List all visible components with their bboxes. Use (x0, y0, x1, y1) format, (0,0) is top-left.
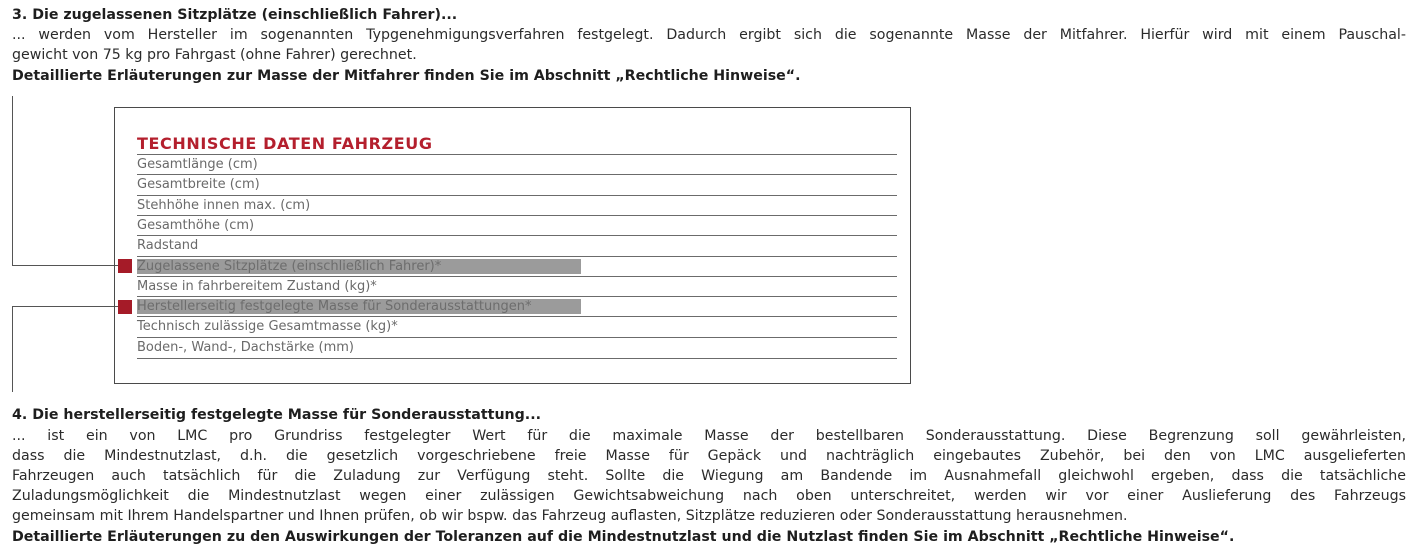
table-row (137, 154, 897, 175)
row-label: Masse in fahrbereitem Zustand (kg)* (137, 278, 377, 294)
section-3-body-line: gewicht von 75 kg pro Fahrgast (ohne Fahrer) gerechnet. (12, 47, 417, 63)
section-3-heading: 3. Die zugelassenen Sitzplätze (einschließlich Fahrer)... (12, 7, 458, 23)
row-label: Radstand (137, 238, 199, 254)
table-row-highlighted (137, 256, 897, 277)
row-label: Stehhöhe innen max. (cm) (137, 197, 311, 213)
section-4-body-line: Fahrzeugen auch tatsächlich für die Zuladung zur Verfügung steht. Sollte die Wiegung am Bandende im Ausnahmefall gleichwohl ergeben, dass die tatsächliche (12, 468, 1406, 484)
table-row (137, 195, 897, 216)
connector-line-top-vertical (12, 96, 13, 266)
section-3-note: Detaillierte Erläuterungen zur Masse der Mitfahrer finden Sie im Abschnitt „Rechtliche Hinweise“. (12, 68, 801, 84)
connector-line-bottom-vertical (12, 306, 13, 392)
row-label: Gesamtlänge (cm) (137, 157, 258, 172)
table-row (137, 337, 897, 359)
table-row (137, 174, 897, 195)
section-4-note: Detaillierte Erläuterungen zu den Auswirkungen der Toleranzen auf die Mindestnutzlast und die Nutzlast finden Sie im Abschnitt „Rechtliche Hinweise“. (12, 529, 1235, 545)
table-row (137, 276, 897, 297)
section-4-body-line: dass die Mindestnutzlast, d.h. die gesetzlich vorgeschriebene freie Masse für Gepäck und nachträglich eingebautes Zubehör, bei den von LMC ausgelieferten (12, 448, 1406, 464)
technical-data-title: TECHNISCHE DATEN FAHRZEUG (137, 134, 433, 153)
row-label: Herstellerseitig festgelegte Masse für Sonderausstattungen* (137, 299, 581, 314)
table-row (137, 235, 897, 256)
section-4-body-line: Zuladungsmöglichkeit die Mindestnutzlast wegen einer zulässigen Gewichtsabweichung nach oben unterschreitet, werden wir vor einer Auslieferung des Fahrzeugs (12, 488, 1406, 504)
section-3-body-line: ... werden vom Hersteller im sogenannten Typgenehmigungsverfahren festgelegt. Dadurch ergibt sich die sogenannte Masse der Mitfahrer. Hierfür wird mit einem Pauschal- (12, 27, 1406, 43)
section-4-heading: 4. Die herstellerseitig festgelegte Masse für Sonderausstattung... (12, 407, 541, 423)
row-label: Technisch zulässige Gesamtmasse (kg)* (137, 319, 398, 335)
connector-line-top-horizontal (12, 265, 118, 266)
row-label: Gesamthöhe (cm) (137, 217, 255, 233)
table-row (137, 215, 897, 236)
table-row-highlighted (137, 296, 897, 317)
row-label: Boden-, Wand-, Dachstärke (mm) (137, 339, 354, 355)
row-label: Zugelassene Sitzplätze (einschließlich Fahrer)* (137, 259, 581, 274)
row-label: Gesamtbreite (cm) (137, 177, 260, 193)
section-3-body (12, 25, 1406, 65)
table-row (137, 316, 897, 337)
section-4-body-line: ... ist ein von LMC pro Grundriss festgelegter Wert für die maximale Masse der bestellbaren Sonderausstattung. Diese Begrenzung soll gewährleisten, (12, 428, 1406, 444)
technical-data-box (114, 107, 911, 384)
section-4-body-line: gemeinsam mit Ihrem Handelspartner und Ihnen prüfen, ob wir bspw. das Fahrzeug auflasten, Sitzplätze reduzieren oder Sonderausstattung herausnehmen. (12, 508, 1128, 524)
section-4-body (12, 426, 1406, 526)
connector-line-bottom-horizontal (12, 306, 118, 307)
